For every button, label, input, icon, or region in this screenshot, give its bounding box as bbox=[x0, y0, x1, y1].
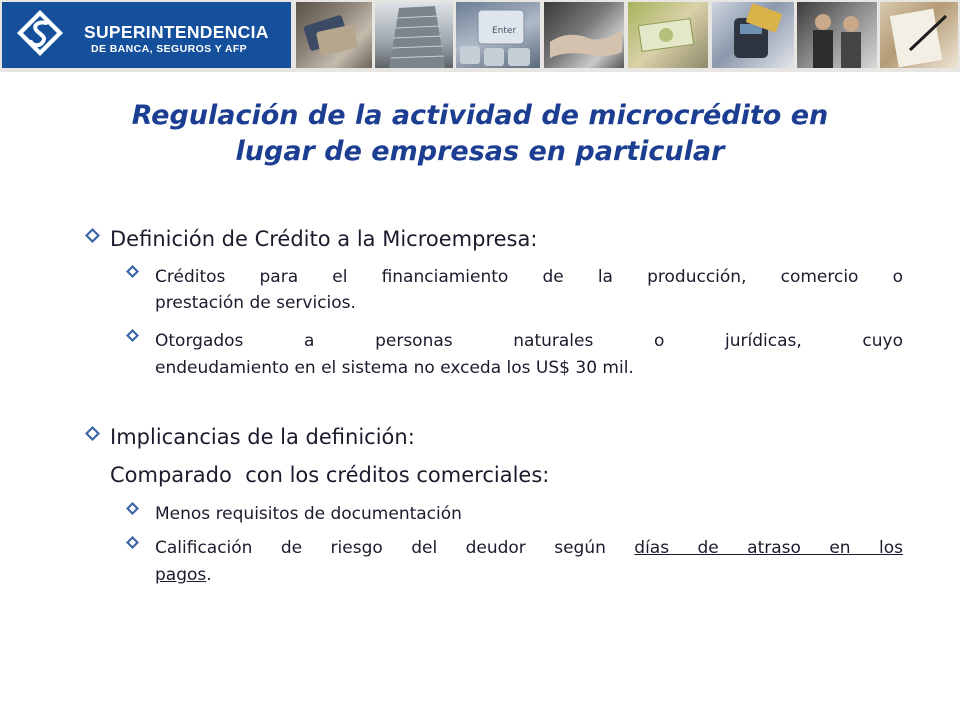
sub-bullet-item bbox=[155, 535, 903, 561]
sub-bullet-continuation bbox=[155, 290, 903, 316]
photo-building bbox=[375, 2, 453, 68]
diamond-bullet-icon bbox=[84, 425, 101, 442]
photo-handshake bbox=[544, 2, 624, 68]
sub-bullet-text-prefix: Calificación de riesgo del deudor según bbox=[155, 538, 635, 558]
photo-banknotes bbox=[628, 2, 708, 68]
sbs-diamond-icon bbox=[16, 9, 64, 57]
diamond-bullet-icon bbox=[125, 501, 140, 516]
slide-title-line-1: Regulación de la actividad de microcrédito en bbox=[131, 100, 829, 131]
photo-keyboard-enter bbox=[456, 2, 540, 68]
sub-bullet-continuation bbox=[155, 355, 903, 381]
logo-subtitle: DE BANCA, SEGUROS Y AFP bbox=[91, 43, 248, 55]
sub-bullet-item bbox=[155, 264, 903, 290]
diamond-bullet-icon bbox=[84, 227, 101, 244]
sbs-logo[interactable] bbox=[2, 2, 291, 68]
sub-bullet-text-line-1: Otorgados a personas naturales o jurídicas, cuyo bbox=[155, 331, 903, 351]
bullet-continuation-text: Comparado con los créditos comerciales: bbox=[110, 463, 550, 487]
bullet-text: Implicancias de la definición: bbox=[110, 425, 415, 449]
bullet-item bbox=[110, 226, 920, 253]
sub-bullet-item bbox=[155, 328, 903, 354]
sub-bullet-text-line-2: endeudamiento en el sistema no exceda los US$ 30 mil. bbox=[155, 358, 634, 378]
sub-bullet-continuation bbox=[155, 562, 903, 588]
bullet-item bbox=[110, 424, 920, 451]
diamond-bullet-icon bbox=[125, 328, 140, 343]
svg-text:Enter: Enter bbox=[492, 26, 517, 36]
logo-name: SUPERINTENDENCIA bbox=[84, 22, 269, 42]
sub-bullet-text-line-1: Créditos para el financiamiento de la producción, comercio o bbox=[155, 267, 903, 287]
sub-bullet-text-suffix: . bbox=[206, 565, 212, 585]
photo-card-terminal bbox=[712, 2, 794, 68]
diamond-bullet-icon bbox=[125, 264, 140, 279]
days-overdue-link-continuation[interactable]: pagos bbox=[155, 565, 207, 585]
diamond-bullet-icon bbox=[125, 535, 140, 550]
photo-signing-document bbox=[880, 2, 958, 68]
bullet-text: Definición de Crédito a la Microempresa: bbox=[110, 227, 538, 251]
slide-title-line-2: lugar de empresas en particular bbox=[235, 136, 725, 167]
header-banner bbox=[0, 0, 960, 72]
slide-title bbox=[40, 98, 920, 170]
sub-bullet-text-line-1: Menos requisitos de documentación bbox=[155, 504, 462, 524]
photo-credit-cards bbox=[296, 2, 372, 68]
sub-bullet-item bbox=[155, 501, 903, 527]
photo-business-people bbox=[797, 2, 877, 68]
days-overdue-link[interactable]: días de atraso en los bbox=[634, 538, 903, 558]
sub-bullet-text-line-2: prestación de servicios. bbox=[155, 293, 356, 313]
bullet-continuation bbox=[110, 462, 920, 489]
